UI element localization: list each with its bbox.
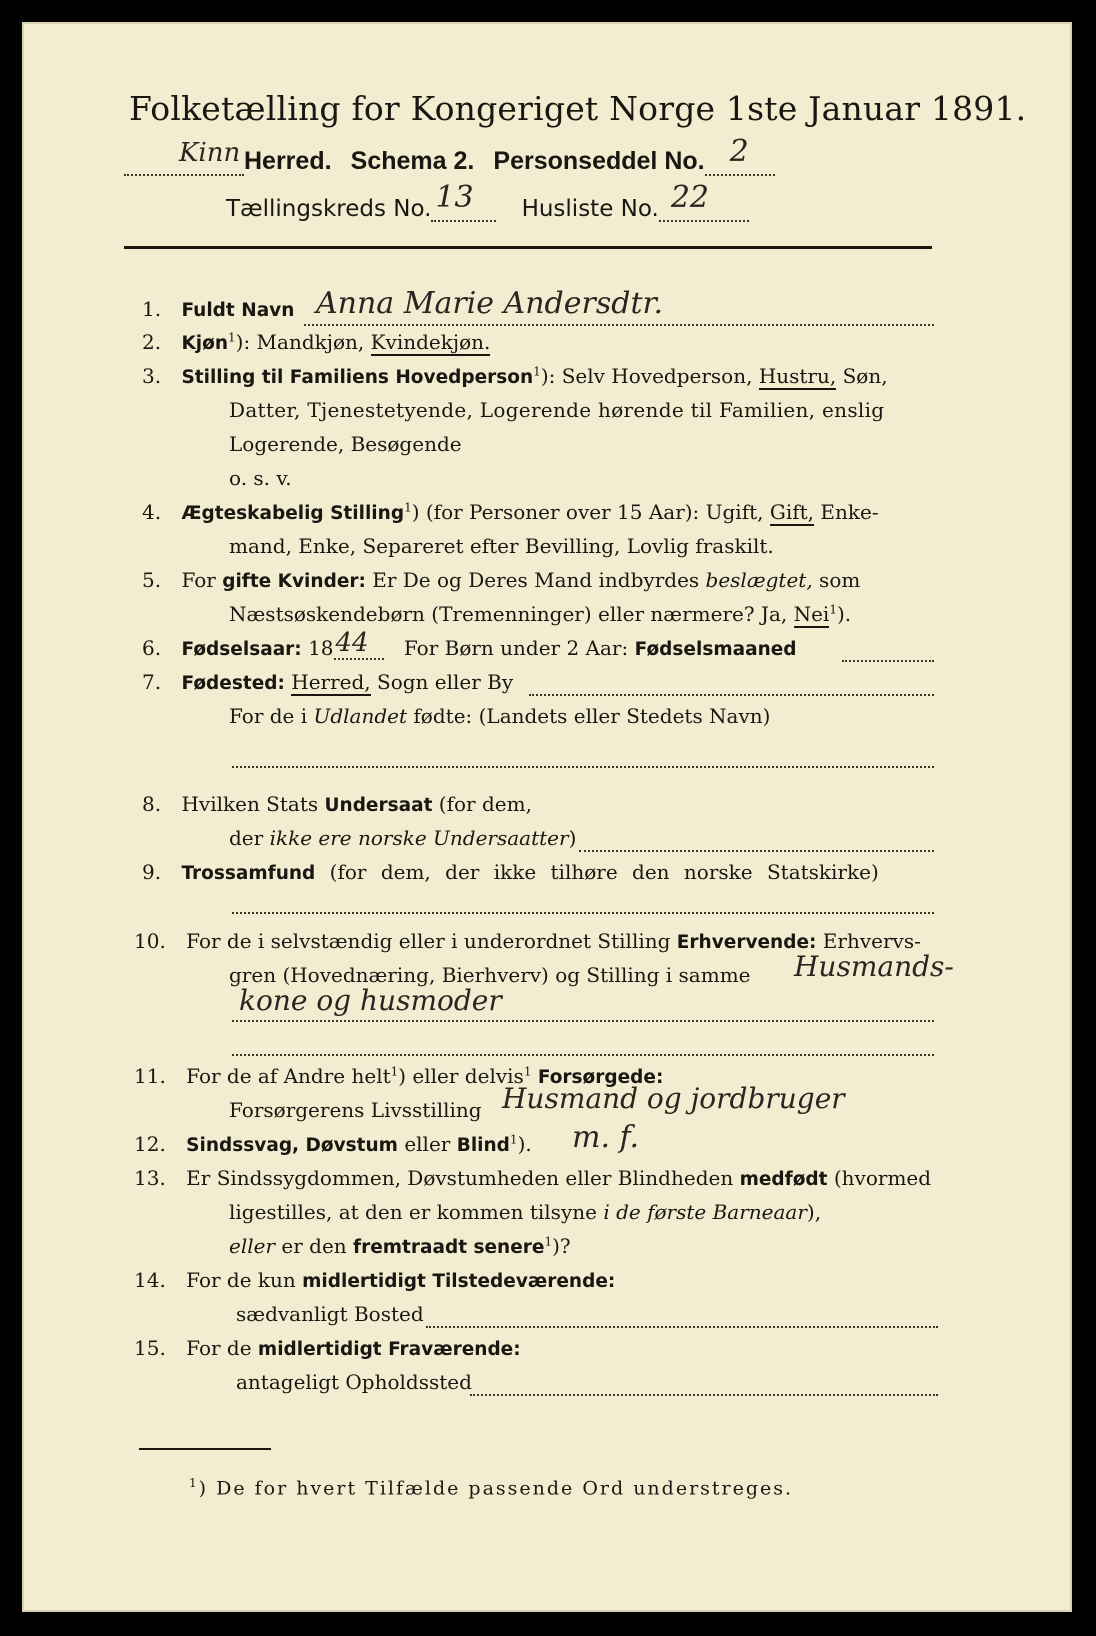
q8-line2 [229, 826, 576, 850]
q9-text: (for dem, der ikke tilhøre den norske Statskirke) [315, 860, 879, 884]
q2-number: 2. [142, 330, 162, 354]
q13-number: 13. [134, 1166, 166, 1190]
q15-field [470, 1394, 938, 1396]
q13-row [134, 1166, 931, 1190]
q7-line2 [229, 704, 770, 728]
q7-italic: Udlandet [313, 704, 408, 728]
q15-text: For de [186, 1336, 258, 1360]
census-form [22, 22, 1072, 1612]
q7-selected-option: Herred, [291, 670, 371, 694]
q7-line2-text: For de i [229, 704, 314, 728]
q3-text: ): Selv Hovedperson, [540, 364, 759, 388]
herred-value: Kinn [179, 138, 241, 168]
q13-italic: i de første Barneaar [603, 1200, 807, 1224]
q3-label: Stilling til Familiens Hovedperson [181, 367, 534, 388]
q13-label-b: fremtraadt senere [353, 1237, 545, 1258]
husliste-label: Husliste No. [521, 196, 659, 222]
q13-line3: eller er den fremtraadt senere$^1$)? [229, 1234, 571, 1258]
footnote-text: ) De for hvert Tilfælde passende Ord understreges. [198, 1477, 794, 1500]
q3-text-b: Søn, [836, 364, 888, 388]
herred-label: Herred. [244, 147, 332, 175]
q10-value-2: kone og husmoder [239, 984, 502, 1017]
q10-line2: gren (Hovednæring, Bierhverv) og Stilling i samme [229, 963, 751, 987]
q8-number: 8. [142, 792, 162, 816]
q8-field [579, 850, 934, 852]
form-title: Folketælling for Kongeriget Norge 1ste Januar 1891. [129, 89, 1027, 128]
q10-text: For de i selvstændig eller i underordnet Stilling [186, 929, 677, 953]
q4-text-b: Enke- [814, 500, 879, 524]
q7-field [529, 694, 934, 696]
q7-number: 7. [142, 670, 162, 694]
q2-row [142, 330, 490, 354]
kreds-value: 13 [435, 180, 474, 215]
personseddel-label: Personseddel No. [493, 147, 705, 175]
header-divider [124, 246, 932, 249]
q4-number: 4. [142, 500, 162, 524]
q14-field [426, 1326, 938, 1328]
q6-year-field [334, 628, 384, 660]
q8-line2-text: der [229, 826, 270, 850]
q12-label: Sindssvag, Døvstum [186, 1135, 398, 1156]
q5-line2: Næstsøskendebørn (Tremenninger) eller nærmere? Ja, Nei$^1$). [229, 602, 852, 626]
q11-text: For de af Andre helt [186, 1064, 391, 1088]
q7-label: Fødested: [181, 673, 285, 694]
q1-field [304, 324, 934, 326]
q14-label: midlertidigt Tilstedeværende: [302, 1271, 616, 1292]
q2-text: ): Mandkjøn, [235, 330, 371, 354]
q4-text: ) (for Personer over 15 Aar): Ugift, [411, 500, 770, 524]
q13-line2-end: ), [806, 1200, 822, 1224]
q6-month-field [842, 660, 934, 662]
q13-line3-text: er den [275, 1234, 354, 1258]
q13-text: Er Sindssygdommen, Døvstumheden eller Blindheden [186, 1166, 740, 1190]
q10-number: 10. [134, 929, 166, 953]
q7-row [142, 670, 513, 694]
kreds-label: Tællingskreds No. [226, 196, 432, 222]
q1-row [142, 297, 294, 321]
q3-line2: Datter, Tjenestetyende, Logerende hørende til Familien, enslig [229, 398, 885, 422]
kreds-line [226, 180, 749, 222]
q13-line2-text: ligestilles, at den er kommen tilsyne [229, 1200, 604, 1224]
q3-line4: o. s. v. [229, 466, 292, 490]
q5-text-pre: For [181, 568, 223, 592]
q4-line2: mand, Enke, Separeret efter Bevilling, Lovlig fraskilt. [229, 534, 774, 558]
footnote-mark: 1 [189, 1476, 199, 1490]
q6-number: 6. [142, 636, 162, 660]
q1-number: 1. [142, 297, 162, 321]
q12-label-b: Blind [456, 1135, 510, 1156]
herred-line [124, 134, 775, 176]
q6-row [142, 628, 797, 660]
q9-label: Trossamfund [181, 863, 316, 884]
q12-row: 12. Sindssvag, Døvstum eller Blind$^1$). [134, 1132, 532, 1156]
q13-line3-italic: eller [229, 1234, 276, 1258]
q8-italic: ikke ere norske Undersaatter [269, 826, 569, 850]
q14-text: For de kun [186, 1268, 303, 1292]
q11-text-b: ) eller delvis [398, 1064, 524, 1088]
footnote [189, 1476, 793, 1499]
q6-year-prefix: 18 [308, 636, 334, 660]
q9-row [142, 860, 879, 884]
q6-text: For Børn under 2 Aar: [403, 636, 635, 660]
q11-number: 11. [134, 1064, 166, 1088]
personseddel-value: 2 [729, 134, 749, 169]
q14-number: 14. [134, 1268, 166, 1292]
q13-label: medfødt [739, 1169, 828, 1190]
q3-number: 3. [142, 364, 162, 388]
q3-row: 3. Stilling til Familiens Hovedperson$^1$): Selv Hovedperson, Hustru, Søn, [142, 364, 888, 388]
q6-label: Fødselsaar: [181, 639, 302, 660]
q12-text-end: ). [517, 1132, 532, 1156]
q8-label: Undersaat [324, 795, 433, 816]
q13-text-b: (hvormed [827, 1166, 932, 1190]
q5-selected-option: Nei [793, 602, 830, 626]
q14-row [134, 1268, 615, 1292]
q10-field-3 [232, 1054, 934, 1056]
q12-value: m. f. [572, 1120, 640, 1155]
q8-text-b: (for dem, [432, 792, 532, 816]
q7-line2-end: fødte: (Landets eller Stedets Navn) [407, 704, 771, 728]
footnote-rule [139, 1448, 271, 1450]
husliste-field [659, 180, 749, 222]
q12-number: 12. [134, 1132, 166, 1156]
q10-text-b: Erhvervs- [816, 929, 921, 953]
q10-label: Erhvervende: [676, 932, 817, 953]
q3-line3: Logerende, Besøgende [229, 432, 462, 456]
personseddel-field [705, 134, 775, 176]
q5-number: 5. [142, 568, 162, 592]
q15-label: midlertidigt Fraværende: [257, 1339, 521, 1360]
husliste-value: 22 [670, 180, 710, 215]
q1-value: Anna Marie Andersdtr. [316, 286, 664, 321]
q5-text-b: som [812, 568, 861, 592]
q15-line2: antageligt Opholdssted [236, 1370, 472, 1394]
q8-row [142, 792, 532, 816]
q6-label-b: Fødselsmaaned [634, 639, 797, 660]
q12-text: eller [397, 1132, 457, 1156]
q5-line2-end: ). [836, 602, 852, 626]
herred-field [124, 138, 244, 176]
q15-row [134, 1336, 521, 1360]
q11-line2: Forsørgerens Livsstilling [229, 1098, 482, 1122]
q2-selected-option: Kvindekjøn. [370, 330, 491, 354]
q9-field [232, 912, 934, 914]
q2-footnote-mark: 1 [228, 330, 236, 345]
q13-line3-end: )? [552, 1234, 571, 1258]
q11-label: Forsørgede: [537, 1067, 664, 1088]
q4-selected-option: Gift, [769, 500, 815, 524]
q5-text: Er De og Deres Mand indbyrdes [365, 568, 706, 592]
q8-line2-end: ) [568, 826, 577, 850]
q3-selected-option: Hustru, [758, 364, 837, 388]
q10-value-1: Husmands- [794, 950, 954, 983]
q14-line2: sædvanligt Bosted [236, 1302, 424, 1326]
kreds-field [431, 180, 496, 222]
q9-number: 9. [142, 860, 162, 884]
q5-line2-text: Næstsøskendebørn (Tremenninger) eller nærmere? Ja, [229, 602, 794, 626]
q1-label: Fuldt Navn [181, 300, 295, 321]
schema-label: Schema 2. [350, 147, 475, 175]
q8-text: Hvilken Stats [181, 792, 325, 816]
q2-label: Kjøn [181, 333, 229, 354]
q5-italic: beslægtet, [705, 568, 813, 592]
q15-number: 15. [134, 1336, 166, 1360]
q10-field-2 [232, 1020, 934, 1022]
q7-foreign-field [232, 766, 934, 768]
q7-text: Sogn eller By [370, 670, 514, 694]
q11-value: Husmand og jordbruger [502, 1082, 845, 1115]
q6-year-value: 44 [335, 628, 369, 658]
q13-line2 [229, 1200, 821, 1224]
q5-label: gifte Kvinder: [222, 571, 366, 592]
q4-label: Ægteskabelig Stilling [181, 503, 405, 524]
q11-row: 11. For de af Andre helt$^1$) eller delvis$^1$ Forsørgede: [134, 1064, 664, 1088]
q4-row: 4. Ægteskabelig Stilling$^1$) (for Personer over 15 Aar): Ugift, Gift, Enke- [142, 500, 879, 524]
q5-row [142, 568, 860, 592]
